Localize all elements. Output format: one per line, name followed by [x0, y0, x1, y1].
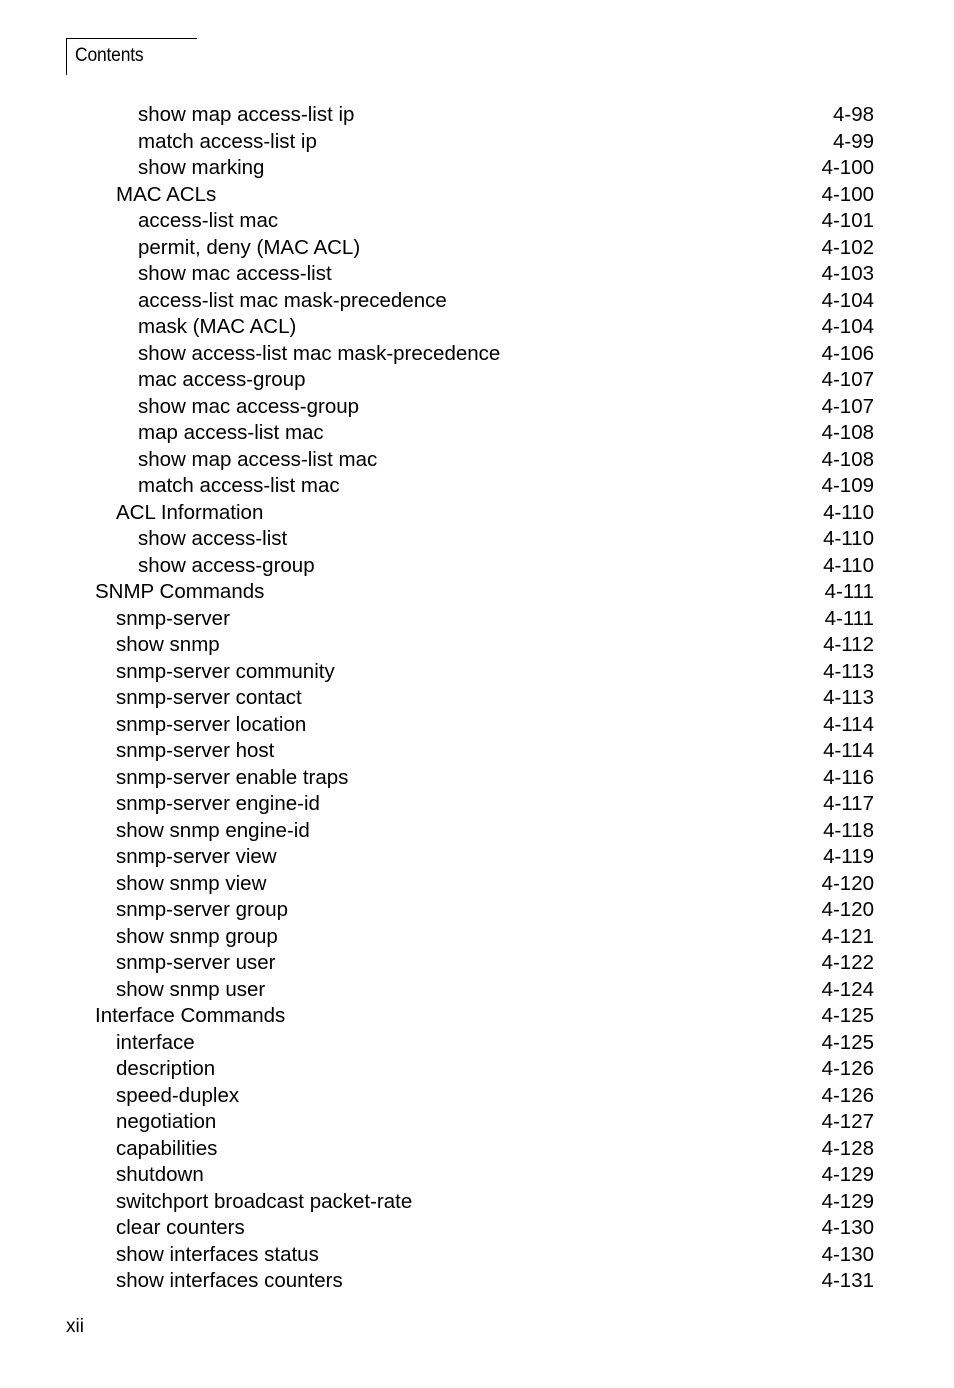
toc-entry[interactable] — [0, 632, 954, 659]
toc-entry[interactable] — [0, 791, 954, 818]
toc-entry-page: 4-125 — [821, 1030, 874, 1054]
toc-entry[interactable] — [0, 712, 954, 739]
toc-entry-label: snmp-server contact — [116, 686, 302, 709]
toc-entry-label: show map access-list mac — [138, 447, 378, 471]
toc-entry[interactable] — [0, 659, 954, 686]
toc-entry[interactable] — [0, 685, 954, 712]
toc-entry[interactable] — [0, 579, 954, 606]
toc-entry-page: 4-112 — [823, 633, 874, 656]
toc-entry-page: 4-102 — [821, 235, 874, 259]
toc-entry[interactable] — [0, 447, 954, 474]
toc-entry-page: 4-111 — [824, 580, 874, 603]
toc-entry[interactable] — [0, 1242, 954, 1269]
toc-entry-page: 4-117 — [823, 792, 874, 815]
toc-entry-label: snmp-server host — [116, 739, 275, 762]
toc-entry-label: MAC ACLs — [116, 182, 217, 206]
toc-entry-label: access-list mac mask-precedence — [138, 288, 447, 312]
toc-entry-page: 4-116 — [823, 765, 874, 789]
toc-entry[interactable] — [0, 818, 954, 845]
toc-entry[interactable] — [0, 1030, 954, 1057]
toc-entry[interactable] — [0, 420, 954, 447]
toc-entry[interactable] — [0, 897, 954, 924]
toc-entry-label: snmp-server location — [116, 712, 307, 736]
toc-entry-label: mac access-group — [138, 368, 306, 391]
toc-entry-label: switchport broadcast packet-rate — [116, 1189, 413, 1213]
toc-entry-page: 4-120 — [821, 871, 874, 895]
toc-entry[interactable] — [0, 1215, 954, 1242]
toc-entry-label: show access-list mac mask-precedence — [138, 341, 501, 365]
toc-entry-label: snmp-server user — [116, 951, 276, 974]
toc-entry-label: access-list mac — [138, 209, 279, 232]
toc-entry-label: show mac access-group — [138, 394, 360, 418]
toc-entry[interactable] — [0, 950, 954, 977]
toc-entry-page: 4-107 — [821, 394, 874, 418]
toc-entry-page: 4-110 — [823, 527, 874, 550]
toc-entry-label: SNMP Commands — [95, 580, 265, 603]
header-title: Contents — [75, 45, 144, 66]
toc-entry[interactable] — [0, 765, 954, 792]
toc-entry-label: mask (MAC ACL) — [138, 315, 297, 338]
toc-entry[interactable] — [0, 208, 954, 235]
toc-entry-page: 4-103 — [821, 262, 874, 285]
toc-entry-label: show snmp engine-id — [116, 818, 310, 842]
toc-entry-page: 4-108 — [821, 447, 874, 471]
toc-entry-page: 4-104 — [821, 315, 874, 338]
toc-entry-page: 4-113 — [823, 659, 874, 683]
toc-entry-page: 4-98 — [832, 103, 874, 126]
toc-entry-page: 4-107 — [821, 368, 874, 391]
toc-entry-page: 4-100 — [821, 156, 874, 179]
toc-entry[interactable] — [0, 129, 954, 156]
toc-entry-page: 4-114 — [823, 739, 874, 762]
toc-entry-label: description — [116, 1057, 216, 1080]
toc-entry-page: 4-126 — [821, 1083, 874, 1107]
toc-entry[interactable] — [0, 155, 954, 182]
toc-entry-label: show mac access-list — [138, 262, 332, 285]
toc-entry-label: capabilities — [116, 1136, 218, 1160]
toc-entry[interactable] — [0, 473, 954, 500]
toc-entry-page: 4-128 — [821, 1136, 874, 1160]
toc-entry-label: show interfaces status — [116, 1242, 319, 1266]
toc-entry-page: 4-120 — [821, 898, 874, 921]
toc-entry[interactable] — [0, 1268, 954, 1295]
toc-entry[interactable] — [0, 871, 954, 898]
toc-entry-label: Interface Commands — [95, 1004, 286, 1027]
toc-entry-label: map access-list mac — [138, 421, 324, 444]
toc-entry-page: 4-100 — [821, 182, 874, 206]
toc-entry-label: interface — [116, 1030, 195, 1054]
toc-entry-page: 4-99 — [832, 129, 874, 153]
toc-entry[interactable] — [0, 1189, 954, 1216]
toc-entry-page: 4-124 — [821, 977, 874, 1001]
toc-entry[interactable] — [0, 1056, 954, 1083]
toc-entry-page: 4-110 — [823, 500, 874, 524]
toc-entry[interactable] — [0, 261, 954, 288]
toc-entry-label: show snmp user — [116, 977, 266, 1001]
toc-entry[interactable] — [0, 235, 954, 262]
toc-entry-label: show snmp — [116, 633, 220, 656]
toc-entry-label: show snmp group — [116, 924, 278, 948]
toc-entry-label: snmp-server community — [116, 659, 335, 683]
toc-entry[interactable] — [0, 1162, 954, 1189]
toc-entry-label: snmp-server engine-id — [116, 792, 320, 815]
toc-entry-label: negotiation — [116, 1110, 217, 1133]
toc-entry-label: ACL Information — [116, 500, 264, 524]
toc-entry-page: 4-114 — [823, 712, 874, 736]
toc-entry[interactable] — [0, 738, 954, 765]
toc-entry-label: show access-group — [138, 553, 315, 577]
toc-entry-label: shutdown — [116, 1163, 204, 1186]
toc-entry-page: 4-106 — [821, 341, 874, 365]
toc-entry-label: show interfaces counters — [116, 1269, 343, 1292]
toc-entry-page: 4-104 — [821, 288, 874, 312]
toc-entry-page: 4-126 — [821, 1057, 874, 1080]
toc-entry-page: 4-111 — [824, 606, 874, 630]
toc-entry[interactable] — [0, 341, 954, 368]
page-header — [66, 38, 197, 75]
toc-entry[interactable] — [0, 844, 954, 871]
toc-entry[interactable] — [0, 1136, 954, 1163]
toc-entry[interactable] — [0, 1083, 954, 1110]
toc-entry-label: clear counters — [116, 1216, 245, 1239]
toc-entry[interactable] — [0, 394, 954, 421]
toc-entry[interactable] — [0, 102, 954, 129]
toc-entry[interactable] — [0, 288, 954, 315]
toc-entry[interactable] — [0, 553, 954, 580]
toc-entry[interactable] — [0, 1109, 954, 1136]
toc-entry-page: 4-101 — [821, 209, 874, 232]
toc-entry-page: 4-125 — [821, 1004, 874, 1027]
toc-entry-page: 4-121 — [821, 924, 874, 948]
toc-entry-label: match access-list mac — [138, 474, 340, 497]
page-number: xii — [66, 1316, 84, 1337]
toc-entry[interactable] — [0, 977, 954, 1004]
toc-entry-label: snmp-server group — [116, 898, 289, 921]
toc-entry[interactable] — [0, 606, 954, 633]
toc-entry-page: 4-110 — [823, 553, 874, 577]
toc-entry-page: 4-129 — [821, 1163, 874, 1186]
toc-entry-page: 4-131 — [821, 1269, 874, 1292]
toc-entry-label: snmp-server — [116, 606, 230, 630]
toc-entry-page: 4-130 — [821, 1242, 874, 1266]
toc-entry-page: 4-129 — [821, 1189, 874, 1213]
toc-entry-page: 4-127 — [821, 1110, 874, 1133]
toc-entry[interactable] — [0, 924, 954, 951]
toc-entry[interactable] — [0, 500, 954, 527]
toc-entry[interactable] — [0, 367, 954, 394]
toc-entry-page: 4-119 — [823, 845, 874, 868]
toc-entry[interactable] — [0, 182, 954, 209]
toc-entry-label: speed-duplex — [116, 1083, 240, 1107]
table-of-contents — [0, 102, 954, 1295]
toc-entry-label: permit, deny (MAC ACL) — [138, 235, 361, 259]
toc-entry-label: show map access-list ip — [138, 103, 355, 126]
toc-entry-page: 4-109 — [821, 474, 874, 497]
toc-entry-label: show marking — [138, 156, 265, 179]
toc-entry[interactable] — [0, 526, 954, 553]
toc-entry-label: snmp-server enable traps — [116, 765, 349, 789]
toc-entry-page: 4-108 — [821, 421, 874, 444]
toc-entry-page: 4-130 — [821, 1216, 874, 1239]
toc-entry-page: 4-122 — [821, 951, 874, 974]
toc-entry[interactable] — [0, 314, 954, 341]
toc-entry-label: show access-list — [138, 527, 288, 550]
toc-entry-label: show snmp view — [116, 871, 267, 895]
toc-entry-label: match access-list ip — [138, 129, 317, 153]
toc-entry-label: snmp-server view — [116, 845, 277, 868]
toc-entry[interactable] — [0, 1003, 954, 1030]
toc-entry-page: 4-118 — [823, 818, 874, 842]
toc-entry-page: 4-113 — [823, 686, 874, 709]
